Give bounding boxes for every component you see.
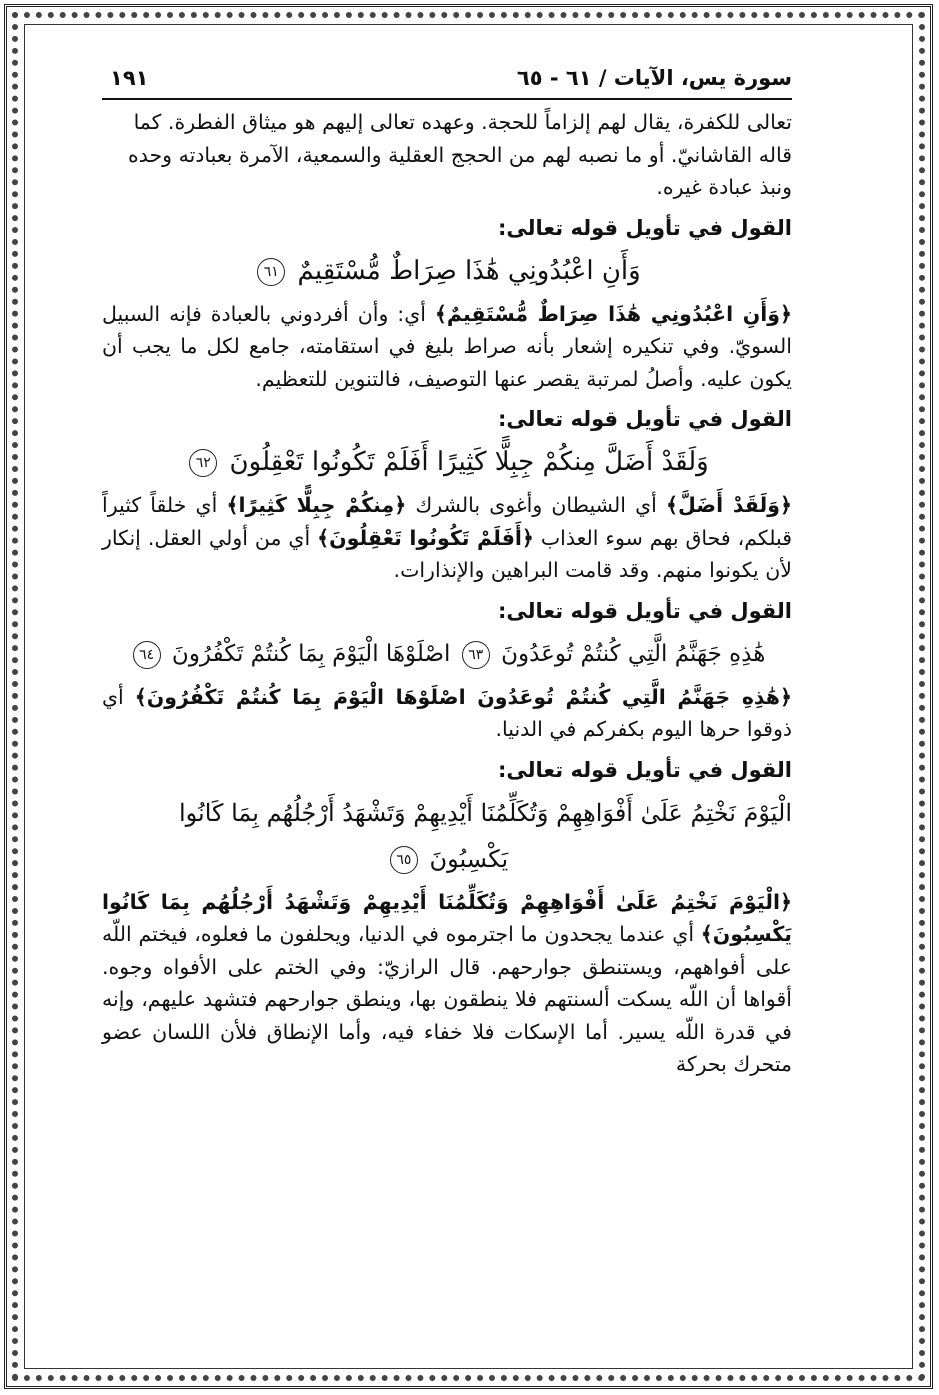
ayah-number-badge: ٦٣ [462, 641, 490, 669]
page-header [102, 60, 792, 100]
ayah-number-badge: ٦٢ [189, 449, 217, 477]
verse-quote: ﴿مِنكُمْ جِبِلًّا كَثِيرًا﴾ [226, 493, 407, 517]
verse-quote: ﴿هَٰذِهِ جَهَنَّمُ الَّتِي كُنتُمْ تُوعَدُونَ اصْلَوْهَا الْيَوْمَ بِمَا كُنتُمْ تَكْفُرُونَ﴾ [134, 684, 792, 709]
ayah-number-badge: ٦٥ [390, 846, 418, 874]
paragraph: تعالى للكفرة، يقال لهم إلزاماً للحجة. وعهده تعالى إليهم هو ميثاق الفطرة. كما قاله القاشانيّ. أو ما نصبه لهم من الحجج العقلية والسمعية، الآمرة بعبادته وحده ونبذ عبادة غيره. [128, 110, 792, 199]
verse-text: وَأَنِ اعْبُدُونِي هَٰذَا صِرَاطٌ مُّسْتَقِيمٌ [297, 255, 641, 286]
paragraph [102, 489, 792, 587]
paragraph [102, 886, 792, 1081]
quran-verse [102, 439, 792, 485]
quran-verse [102, 790, 792, 836]
commentary-text: أي عندما يجحدون ما اجترموه في الدنيا، ويحلفون ما فعلوه، فيختم اللّه على أفواههم، ويستنطق جوارحهم. قال الرازيّ: وفي الختم على الأفواه وجوه. أقواها أن اللّه يسكت ألسنتهم فلا ينطقون بها، وينطق جوارحهم فتشهد عليهم، وإنه في قدرة اللّه يسير. أما الإسكات فلا خفاء فيه، وأما الإنطاق فلأن اللسان عضو متحرك بحركة [102, 922, 792, 1076]
section-heading: القول في تأويل قوله تعالى: [498, 598, 792, 623]
verse-quote: ﴿وَأَنِ اعْبُدُونِي هَٰذَا صِرَاطٌ مُّسْتَقِيمٌ﴾ [434, 301, 792, 326]
page-content [102, 60, 792, 1315]
running-title: سورة يس، الآيات / ٦١ - ٦٥ [516, 66, 792, 90]
commentary-text: أي خلقاً كثيراً قبلكم، فحاق بهم سوء العذاب [102, 493, 792, 550]
ayah-number-badge: ٦٤ [133, 641, 161, 669]
page-body [102, 100, 792, 1081]
section-heading: القول في تأويل قوله تعالى: [498, 215, 792, 240]
verse-quote: ﴿أَفَلَمْ تَكُونُوا تَعْقِلُونَ﴾ [317, 525, 534, 550]
verse-text: وَلَقَدْ أَضَلَّ مِنكُمْ جِبِلًّا كَثِيرًا أَفَلَمْ تَكُونُوا تَعْقِلُونَ [229, 447, 709, 477]
verse-quote: ﴿وَلَقَدْ أَضَلَّ﴾ [665, 493, 792, 517]
verse-text: يَكْسِبُونَ [429, 844, 509, 873]
commentary-text: أي الشيطان وأغوى بالشرك [406, 493, 666, 517]
commentary-text: أي ذوقوا حرها اليوم بكفركم في الدنيا. [102, 684, 792, 741]
paragraph [102, 298, 792, 396]
page-number: ١٩١ [110, 66, 149, 90]
verse-text: اصْلَوْهَا الْيَوْمَ بِمَا كُنتُمْ تَكْفُرُونَ [171, 640, 451, 667]
verse-text: الْيَوْمَ نَخْتِمُ عَلَىٰ أَفْوَاهِهِمْ وَتُكَلِّمُنَا أَيْدِيهِمْ وَتَشْهَدُ أَرْجُلُهُم بِمَا كَانُوا [178, 798, 792, 827]
quran-verse [102, 631, 792, 677]
commentary-text: أي من أولي العقل. إنكار لأن يكونوا منهم. وقد قامت البراهين والإنذارات. [102, 525, 792, 582]
commentary-text: أي: وأن أفردوني بالعبادة فإنه السبيل السويّ. وفي تنكيره إشعار بأنه صراط بليغ في استقامته، جامع لكل ما يجب أن يكون عليه. وأصلُ لمرتبة يقصر عنها التوصيف، فالتنوين للتعظيم. [102, 301, 792, 391]
quran-verse-continuation [102, 836, 792, 882]
verse-quote: ﴿الْيَوْمَ نَخْتِمُ عَلَىٰ أَفْوَاهِهِمْ وَتُكَلِّمُنَا أَيْدِيهِمْ وَتَشْهَدُ أَرْجُلُهُم بِمَا كَانُوا يَكْسِبُونَ﴾ [102, 889, 792, 946]
quran-verse [102, 248, 792, 294]
section-heading: القول في تأويل قوله تعالى: [498, 757, 792, 782]
paragraph [102, 681, 792, 746]
section-heading: القول في تأويل قوله تعالى: [498, 407, 792, 431]
verse-text: هَٰذِهِ جَهَنَّمُ الَّتِي كُنتُمْ تُوعَدُونَ [501, 640, 766, 667]
ayah-number-badge: ٦١ [257, 258, 285, 286]
